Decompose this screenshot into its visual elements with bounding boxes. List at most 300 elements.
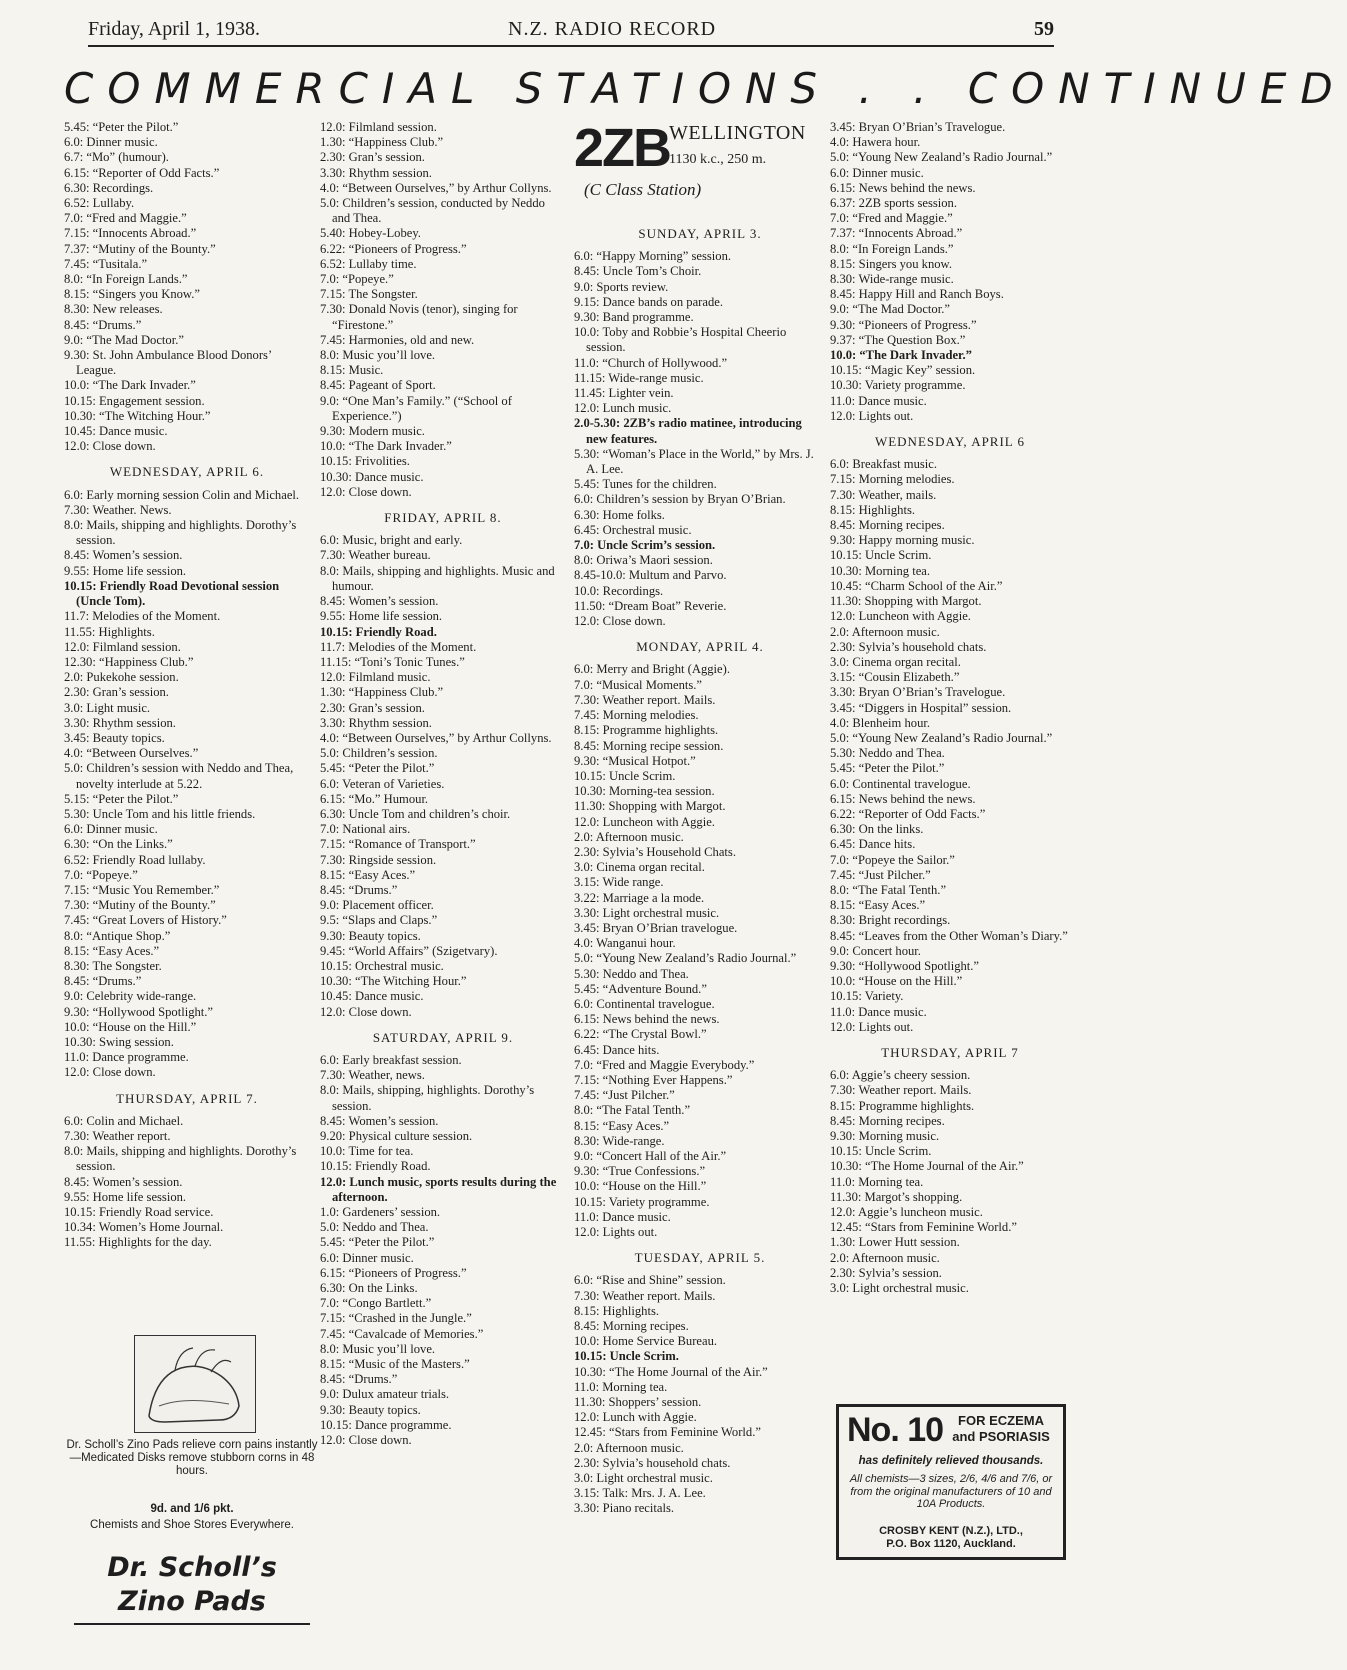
schedule-entry: 12.0: Luncheon with Aggie. [830,609,971,624]
schedule-entry: 9.30: Happy morning music. [830,533,975,548]
schedule-entry: 10.15: Orchestral music. [320,958,444,973]
schedule-entry: 5.30: Uncle Tom and his little friends. [64,806,256,821]
schedule-entry: 10.30: “The Witching Hour.” [320,974,467,989]
schedule-entry: 8.0: “The Fatal Tenth.” [574,1103,691,1118]
day-heading: SATURDAY, APRIL 9. [372,1029,514,1045]
no10-for-line-1: FOR ECZEMA [958,1413,1044,1428]
schedule-entry: 7.15: The Songster. [320,287,418,302]
schedule-entry: 1.30: “Happiness Club.” [320,685,444,700]
schedule-entry: 9.15: Dance bands on parade. [574,294,723,309]
schedule-entry: 8.30: Bright recordings. [830,913,951,928]
schedule-entry: 12.0: Lunch with Aggie. [574,1410,697,1425]
schedule-entry: 7.30: Weather report. Mails. [574,692,716,707]
schedule-entry: 2.0: Afternoon music. [830,624,940,639]
schedule-entry: 6.30: Uncle Tom and children’s choir. [320,806,511,821]
schedule-entry: 3.45: Bryan O’Brian travelogue. [574,920,738,935]
schedule-entry: 6.15: “Reporter of Odd Facts.” [64,165,220,180]
schedule-entry: 6.0: Dinner music. [830,165,924,180]
schedule-entry: 9.30: Beauty topics. [320,928,421,943]
schedule-entry: 11.30: Shopping with Margot. [574,799,726,814]
schedule-entry: 3.0: Light orchestral music. [830,1281,969,1296]
schedule-entry: 8.45: “Drums.” [64,974,142,989]
schedule-entry: 3.30: Rhythm session. [320,715,432,730]
schedule-entry: 3.30: Bryan O’Brian’s Travelogue. [830,685,1006,700]
schedule-entry: 7.45: “Cavalcade of Memories.” [320,1326,484,1341]
schedule-entry: 6.0: Continental travelogue. [830,776,971,791]
schedule-entry: 6.0: Children’s session by Bryan O’Brian. [574,492,786,507]
schedule-list [830,1068,1070,1296]
schedule-entry: 8.15: Programme highlights. [830,1098,975,1113]
schedule-entry: 10.0: “The Dark Invader.” [64,378,196,393]
schedule-entry: 7.0: “Musical Moments.” [574,677,703,692]
header-page-number: 59 [1034,18,1054,40]
schedule-entry: 12.0: Close down. [320,1433,412,1448]
schedule-entry: 5.0: Neddo and Thea. [320,1220,429,1235]
schedule-entry: 2.30: Gran’s session. [320,150,425,165]
schedule-entry: 6.30: Home folks. [574,507,665,522]
schedule-entry: 8.45: Women’s session. [64,548,183,563]
station-code: 2ZB [574,118,671,178]
schedule-entry: 11.50: “Dream Boat” Reverie. [574,598,727,613]
schedule-entry: 9.0: Sports review. [574,279,669,294]
schedule-entry: 6.52: Lullaby time. [320,256,417,271]
scholl-brand-line-1: Dr. Scholl’s [107,1552,277,1583]
schedule-entry: 9.55: Home life session. [64,1189,187,1204]
schedule-entry: 10.34: Women’s Home Journal. [64,1220,224,1235]
schedule-entry: 8.45: “Leaves from the Other Woman’s Diary.” [830,928,1068,943]
schedule-entry: 4.0: “Between Ourselves.” [64,746,199,761]
no10-product: No. 10 [847,1411,944,1449]
schedule-entry: 10.0: Recordings. [574,583,664,598]
schedule-entry: 11.55: Highlights for the day. [64,1235,212,1250]
schedule-entry: 3.15: Talk: Mrs. J. A. Lee. [574,1486,706,1501]
scholl-brand [64,1551,320,1619]
schedule-entry: 10.0: “House on the Hill.” [64,1019,197,1034]
schedule-entry: 8.45: Women’s session. [320,594,439,609]
schedule-entry: 8.0: Music you’ll love. [320,348,436,363]
schedule-entry: 7.30: Donald Novis (tenor), singing for “Firestone.” [320,302,518,332]
schedule-entry: 3.15: “Cousin Elizabeth.” [830,670,960,685]
schedule-entry: 8.45: Morning recipes. [574,1319,689,1334]
schedule-entry: 4.0: “Between Ourselves,” by Arthur Collyns. [320,180,552,195]
schedule-entry: 5.45: “Peter the Pilot.” [64,120,179,134]
schedule-entry: 7.30: Weather report. Mails. [574,1288,716,1303]
schedule-entry: 8.30: The Songster. [64,958,162,973]
schedule-entry: 6.0: Colin and Michael. [64,1113,184,1128]
schedule-entry: 7.45: “Just Pilcher.” [574,1088,675,1103]
schedule-entry: 10.15: “Magic Key” session. [830,363,976,378]
schedule-entry: 11.0: Dance music. [574,1209,671,1224]
schedule-entry: 8.45: Morning recipes. [830,1113,945,1128]
schedule-entry: 2.30: Sylvia’s household chats. [830,639,987,654]
schedule-entry: 8.0: “Antique Shop.” [64,928,171,943]
schedule-entry: 12.0: Filmland session. [64,639,181,654]
schedule-entry: 10.15: Frivolities. [320,454,410,469]
schedule-entry: 3.0: Cinema organ recital. [574,860,705,875]
schedule-entry: 10.0: Toby and Robbie’s Hospital Cheerio session. [574,325,787,355]
schedule-entry: 10.15: Uncle Scrim. [574,768,676,783]
page-title: COMMERCIAL STATIONS . . CONTINUED [64,64,1347,113]
schedule-entry: 10.15: Friendly Road. [320,1159,431,1174]
schedule-entry: 9.0: Celebrity wide-range. [64,989,197,1004]
schedule-entry: 9.30: Morning music. [830,1129,940,1143]
schedule-entry: 7.45: Morning melodies. [574,708,699,723]
scholl-stockists: Chemists and Shoe Stores Everywhere. [90,1519,294,1531]
day-heading: WEDNESDAY, APRIL 6. [109,464,265,480]
schedule-entry: 5.45: “Peter the Pilot.” [830,761,945,776]
schedule-entry: 8.0: Mails, shipping and highlights. Dorothy’s session. [64,1144,297,1174]
schedule-entry: 8.0: “The Fatal Tenth.” [830,882,947,897]
schedule-entry: 6.0: Dinner music. [320,1250,414,1265]
schedule-entry: 11.0: “Church of Hollywood.” [574,355,728,370]
schedule-entry: 8.30: New releases. [64,302,163,317]
schedule-entry: 7.30: Weather report. [64,1129,171,1143]
schedule-entry: 12.0: Luncheon with Aggie. [574,814,715,829]
advertisement-no10 [836,1404,1066,1560]
schedule-entry: 10.15: Engagement session. [64,393,205,408]
schedule-entry: 3.30: Rhythm session. [320,165,432,180]
schedule-entry: 8.0: “In Foreign Lands.” [830,241,954,256]
schedule-entry: 9.30: Beauty topics. [320,1402,421,1417]
schedule-entry: 9.30: “True Confessions.” [574,1164,706,1179]
schedule-entry: 6.45: Dance hits. [830,837,916,852]
schedule-entry: 6.0: Dinner music. [64,135,158,150]
schedule-entry: 11.15: “Toni’s Tonic Tunes.” [320,654,465,669]
schedule-entry: 6.52: Friendly Road lullaby. [64,852,206,867]
schedule-entry: 11.0: Morning tea. [830,1174,924,1189]
schedule-entry: 7.0: “Congo Bartlett.” [320,1296,432,1311]
schedule-entry: 3.30: Piano recitals. [574,1501,675,1516]
schedule-entry: 6.0: Aggie’s cheery session. [830,1068,971,1083]
schedule-entry: 9.30: “Hollywood Spotlight.” [64,1004,214,1019]
schedule-entry: 10.30: Morning-tea session. [574,784,715,799]
schedule-entry: 10.15: Uncle Scrim. [830,548,932,563]
schedule-entry: 12.0: Lunch music. [574,401,672,416]
schedule-entry: 11.30: Margot’s shopping. [830,1189,963,1204]
schedule-entry: 11.0: Morning tea. [574,1379,668,1394]
schedule-entry: 6.0: Early morning session Colin and Michael. [64,487,300,502]
schedule-entry: 10.0: “The Dark Invader.” [830,348,972,363]
schedule-entry: 8.15: Music. [320,363,384,378]
schedule-entry: 8.15: “Easy Aces.” [830,898,926,913]
schedule-entry: 7.15: “Innocents Abroad.” [64,226,197,241]
advertisement-dr-scholls [64,1335,320,1628]
schedule-entry: 3.22: Marriage a la mode. [574,890,705,905]
schedule-entry: 7.37: “Innocents Abroad.” [830,226,963,241]
schedule-entry: 7.15: “Nothing Ever Happens.” [574,1072,733,1087]
schedule-entry: 6.30: “On the Links.” [64,837,173,852]
schedule-entry: 10.45: “Charm School of the Air.” [830,578,1003,593]
schedule-entry: 12.45: “Stars from Feminine World.” [830,1220,1017,1235]
schedule-entry: 3.0: Light orchestral music. [574,1471,713,1486]
schedule-entry: 7.0: “Fred and Maggie Everybody.” [574,1057,755,1072]
station-header [574,120,826,216]
schedule-entry: 5.30: Neddo and Thea. [574,966,689,981]
schedule-entry: 6.15: “Pioneers of Progress.” [320,1265,467,1280]
schedule-entry: 9.30: St. John Ambulance Blood Donors’ League. [64,348,272,378]
schedule-entry: 6.52: Lullaby. [64,196,135,211]
schedule-entry: 7.15: “Music You Remember.” [64,882,220,897]
schedule-entry: 4.0: Wanganui hour. [574,936,676,951]
no10-company [839,1525,1063,1551]
schedule-entry: 1.30: Lower Hutt session. [830,1235,960,1250]
day-heading: THURSDAY, APRIL 7 [881,1044,1019,1060]
schedule-entry: 6.22: “Pioneers of Progress.” [320,241,467,256]
schedule-entry: 8.45: “Drums.” [320,1372,398,1387]
schedule-entry: 2.30: Sylvia’s session. [830,1265,942,1280]
no10-claim: has definitely relieved thousands. [858,1455,1044,1467]
day-heading: SUNDAY, APRIL 3. [638,226,762,241]
schedule-entry: 9.45: “World Affairs” (Szigetvary). [320,943,498,958]
column-1 [64,120,310,1251]
schedule-entry: 11.55: Highlights. [64,624,155,639]
schedule-entry: 12.30: “Happiness Club.” [64,654,194,669]
schedule-entry: 9.55: Home life session. [320,609,443,624]
schedule-entry: 12.45: “Stars from Feminine World.” [574,1425,761,1440]
schedule-entry: 3.30: Rhythm session. [64,715,176,730]
schedule-entry: 6.0: Veteran of Varieties. [320,776,445,791]
no10-for-line-2: and PSORIASIS [952,1429,1050,1444]
schedule-entry: 7.0: “Fred and Maggie.” [64,211,187,226]
column-2 [320,120,566,1448]
schedule-list [830,120,1070,424]
schedule-entry: 10.45: Dance music. [320,989,424,1004]
schedule-entry: 9.0: “Concert Hall of the Air.” [574,1148,727,1163]
schedule-entry: 6.0: “Rise and Shine” session. [574,1273,726,1288]
schedule-entry: 11.0: Dance programme. [64,1050,189,1065]
schedule-entry: 3.45: Bryan O’Brian’s Travelogue. [830,120,1006,134]
ad-rule [74,1623,310,1625]
schedule-list [320,1053,566,1448]
schedule-entry: 11.30: Shoppers’ session. [574,1395,702,1410]
schedule-entry: 7.37: “Mutiny of the Bounty.” [64,241,216,256]
schedule-entry: 7.15: “Crashed in the Jungle.” [320,1311,472,1326]
schedule-entry: 12.0: Close down. [64,439,156,454]
schedule-entry: 10.30: Swing session. [64,1034,174,1049]
schedule-entry: 11.30: Shopping with Margot. [830,594,982,609]
schedule-entry: 9.30: Band programme. [574,310,694,325]
schedule-entry: 10.0: Time for tea. [320,1144,414,1159]
schedule-entry: 8.45: Women’s session. [320,1113,439,1128]
schedule-entry: 2.0: Afternoon music. [830,1250,940,1265]
schedule-entry: 12.0: Close down. [320,1004,412,1019]
no10-chemists: All chemists—3 sizes, 2/6, 4/6 and 7/6, or from the original manufacturers of 10 and 10A Products. [849,1473,1053,1510]
schedule-entry: 12.0: Lunch music, sports results during the afternoon. [320,1174,557,1204]
schedule-entry: 11.0: Dance music. [830,393,927,408]
schedule-entry: 7.45: Harmonies, old and new. [320,332,475,347]
schedule-entry: 2.30: Gran’s session. [64,685,169,700]
schedule-entry: 11.0: Dance music. [830,1004,927,1019]
schedule-entry: 9.0: Dulux amateur trials. [320,1387,450,1402]
schedule-entry: 7.15: “Romance of Transport.” [320,837,476,852]
schedule-entry: 5.30: “Woman’s Place in the World,” by Mrs. J. A. Lee. [574,446,814,477]
schedule-entry: 10.0: “The Dark Invader.” [320,439,452,454]
schedule-entry: 2.0: Pukekohe session. [64,670,179,685]
schedule-entry: 8.15: Highlights. [830,502,916,517]
no10-for [941,1413,1061,1445]
schedule-entry: 7.0: Uncle Scrim’s session. [574,538,716,553]
schedule-entry: 8.0: Mails, shipping and highlights. Dorothy’s session. [64,518,297,548]
schedule-entry: 8.15: “Easy Aces.” [574,1118,670,1133]
schedule-list [574,1273,826,1516]
schedule-entry: 8.15: “Music of the Masters.” [320,1357,470,1372]
schedule-entry: 6.0: Breakfast music. [830,457,938,472]
schedule-entry: 8.15: “Singers you Know.” [64,287,200,302]
schedule-entry: 3.45: “Diggers in Hospital” session. [830,700,1012,715]
schedule-entry: 6.0: Merry and Bright (Aggie). [574,662,730,677]
schedule-entry: 9.30: “Hollywood Spotlight.” [830,958,980,973]
scholl-brand-line-2: Zino Pads [118,1586,266,1617]
schedule-entry: 10.30: Morning tea. [830,563,931,578]
schedule-entry: 5.0: “Young New Zealand’s Radio Journal.” [830,150,1053,165]
schedule-entry: 8.45: Women’s session. [64,1174,183,1189]
schedule-entry: 3.15: Wide range. [574,875,664,890]
scholl-price: 9d. and 1/6 pkt. [150,1503,234,1515]
schedule-entry: 12.0: Lights out. [830,1019,914,1034]
header-publication: N.Z. RADIO RECORD [508,18,717,40]
schedule-entry: 10.0: “House on the Hill.” [830,974,963,989]
schedule-entry: 12.0: Filmland music. [320,670,431,685]
schedule-entry: 6.15: News behind the news. [830,180,976,195]
schedule-entry: 11.45: Lighter vein. [574,386,674,401]
schedule-entry: 8.0: Mails, shipping and highlights. Music and humour. [320,563,555,593]
schedule-entry: 7.0: “Fred and Maggie.” [830,211,953,226]
schedule-entry: 9.30: Modern music. [320,424,425,439]
schedule-list [320,120,566,500]
schedule-entry: 10.30: “The Home Journal of the Air.” [830,1159,1024,1174]
schedule-entry: 8.15: Singers you know. [830,256,952,271]
day-heading: FRIDAY, APRIL 8. [384,510,502,526]
schedule-entry: 6.30: On the Links. [320,1281,418,1296]
schedule-entry: 10.30: Variety programme. [830,378,966,393]
schedule-entry: 5.40: Hobey-Lobey. [320,226,421,241]
schedule-entry: 7.30: “Mutiny of the Bounty.” [64,898,216,913]
schedule-entry: 10.15: Friendly Road service. [64,1205,214,1220]
schedule-entry: 7.45: “Just Pilcher.” [830,867,931,882]
header-rule [88,45,1054,47]
schedule-entry: 8.0: Music you’ll love. [320,1341,436,1356]
schedule-list [574,249,826,629]
schedule-entry: 5.0: “Young New Zealand’s Radio Journal.” [574,951,797,966]
schedule-entry: 6.15: News behind the news. [830,791,976,806]
day-heading: TUESDAY, APRIL 5. [634,1250,766,1266]
schedule-entry: 6.22: “Reporter of Odd Facts.” [830,806,986,821]
scholl-description: Dr. Scholl’s Zino Pads relieve corn pains instantly—Medicated Disks remove stubborn corns in 48 hours. [66,1439,318,1477]
schedule-entry: 8.15: Programme highlights. [574,723,719,738]
schedule-entry: 5.30: Neddo and Thea. [830,746,945,761]
schedule-entry: 11.7: Melodies of the Moment. [320,639,477,654]
schedule-entry: 5.45: “Peter the Pilot.” [320,761,435,776]
schedule-entry: 10.15: Uncle Scrim. [574,1349,679,1364]
schedule-entry: 9.30: “Pioneers of Progress.” [830,317,977,332]
schedule-entry: 6.7: “Mo” (humour). [64,150,169,165]
schedule-entry: 8.0: “In Foreign Lands.” [64,272,188,287]
schedule-entry: 5.45: “Peter the Pilot.” [320,1235,435,1250]
schedule-entry: 10.15: Uncle Scrim. [830,1144,932,1159]
schedule-entry: 1.0: Gardeners’ session. [320,1205,441,1220]
schedule-entry: 7.30: Weather report. Mails. [830,1083,972,1098]
schedule-entry: 12.0: Close down. [320,484,412,499]
schedule-entry: 8.0: Oriwa’s Maori session. [574,553,713,568]
schedule-entry: 5.0: Children’s session. [320,746,438,761]
schedule-list [64,488,310,1081]
schedule-entry: 6.30: Recordings. [64,180,154,195]
schedule-entry: 6.15: News behind the news. [574,1012,720,1027]
schedule-entry: 7.30: Weather. News. [64,502,172,517]
schedule-list [64,120,310,454]
day-heading: MONDAY, APRIL 4. [636,639,764,655]
schedule-entry: 6.0: Continental travelogue. [574,996,715,1011]
station-city: WELLINGTON [669,122,806,144]
schedule-entry: 12.0: Filmland session. [320,120,437,134]
schedule-entry: 12.0: Aggie’s luncheon music. [830,1205,983,1220]
schedule-entry: 9.55: Home life session. [64,563,187,578]
schedule-entry: 11.7: Melodies of the Moment. [64,609,221,624]
schedule-entry: 8.15: “Easy Aces.” [64,943,160,958]
schedule-entry: 6.0: Music, bright and early. [320,533,463,548]
schedule-entry: 9.37: “The Question Box.” [830,332,966,347]
schedule-entry: 6.30: On the links. [830,822,924,837]
schedule-entry: 10.15: Friendly Road. [320,624,437,639]
schedule-entry: 9.0: Placement officer. [320,898,434,913]
schedule-entry: 11.15: Wide-range music. [574,370,704,385]
schedule-list [64,1114,310,1251]
station-frequency: 1130 k.c., 250 m. [669,152,767,167]
schedule-entry: 10.15: Dance programme. [320,1417,452,1432]
schedule-entry: 5.45: Tunes for the children. [574,477,717,492]
station-class: (C Class Station) [584,180,702,199]
schedule-entry: 8.45: “Drums.” [320,882,398,897]
schedule-entry: 3.30: Light orchestral music. [574,905,720,920]
no10-company-name: CROSBY KENT (N.Z.), LTD., [879,1525,1023,1537]
schedule-entry: 7.30: Weather, news. [320,1068,425,1083]
schedule-entry: 12.0: Lights out. [830,408,914,423]
schedule-entry: 7.30: Ringside session. [320,852,437,867]
schedule-entry: 8.45: Happy Hill and Ranch Boys. [830,287,1004,302]
schedule-entry: 8.0: Mails, shipping, highlights. Dorothy’s session. [320,1083,535,1113]
schedule-entry: 10.15: Variety. [830,989,904,1004]
schedule-entry: 8.15: Highlights. [574,1303,660,1318]
schedule-entry: 6.45: Dance hits. [574,1042,660,1057]
schedule-entry: 8.15: “Easy Aces.” [320,867,416,882]
schedule-entry: 7.45: “Great Lovers of History.” [64,913,227,928]
column-4 [830,120,1070,1296]
day-heading: THURSDAY, APRIL 7. [116,1090,258,1106]
schedule-entry: 2.30: Sylvia’s Household Chats. [574,844,736,859]
schedule-entry: 2.30: Sylvia’s household chats. [574,1455,731,1470]
schedule-entry: 4.0: Hawera hour. [830,135,921,150]
schedule-entry: 9.0: Concert hour. [830,943,921,958]
schedule-list [574,662,826,1240]
schedule-entry: 3.0: Light music. [64,700,151,715]
schedule-entry: 9.20: Physical culture session. [320,1129,473,1143]
schedule-list [830,457,1070,1035]
schedule-entry: 2.0: Afternoon music. [574,829,684,844]
schedule-entry: 10.0: Home Service Bureau. [574,1334,718,1349]
schedule-entry: 12.0: Close down. [64,1065,156,1080]
schedule-entry: 6.45: Orchestral music. [574,522,692,537]
schedule-entry: 10.30: “The Witching Hour.” [64,408,211,423]
schedule-entry: 8.45: Uncle Tom’s Choir. [574,264,702,279]
schedule-entry: 8.45: Pageant of Sport. [320,378,436,393]
schedule-entry: 10.30: “The Home Journal of the Air.” [574,1364,768,1379]
header-date: Friday, April 1, 1938. [88,18,261,40]
no10-address: P.O. Box 1120, Auckland. [886,1538,1016,1550]
schedule-entry: 10.15: Friendly Road Devotional session (Uncle Tom). [64,578,280,609]
schedule-entry: 7.45: “Tusitala.” [64,256,148,271]
column-3 [574,120,826,1517]
schedule-entry: 5.0: “Young New Zealand’s Radio Journal.” [830,730,1053,745]
